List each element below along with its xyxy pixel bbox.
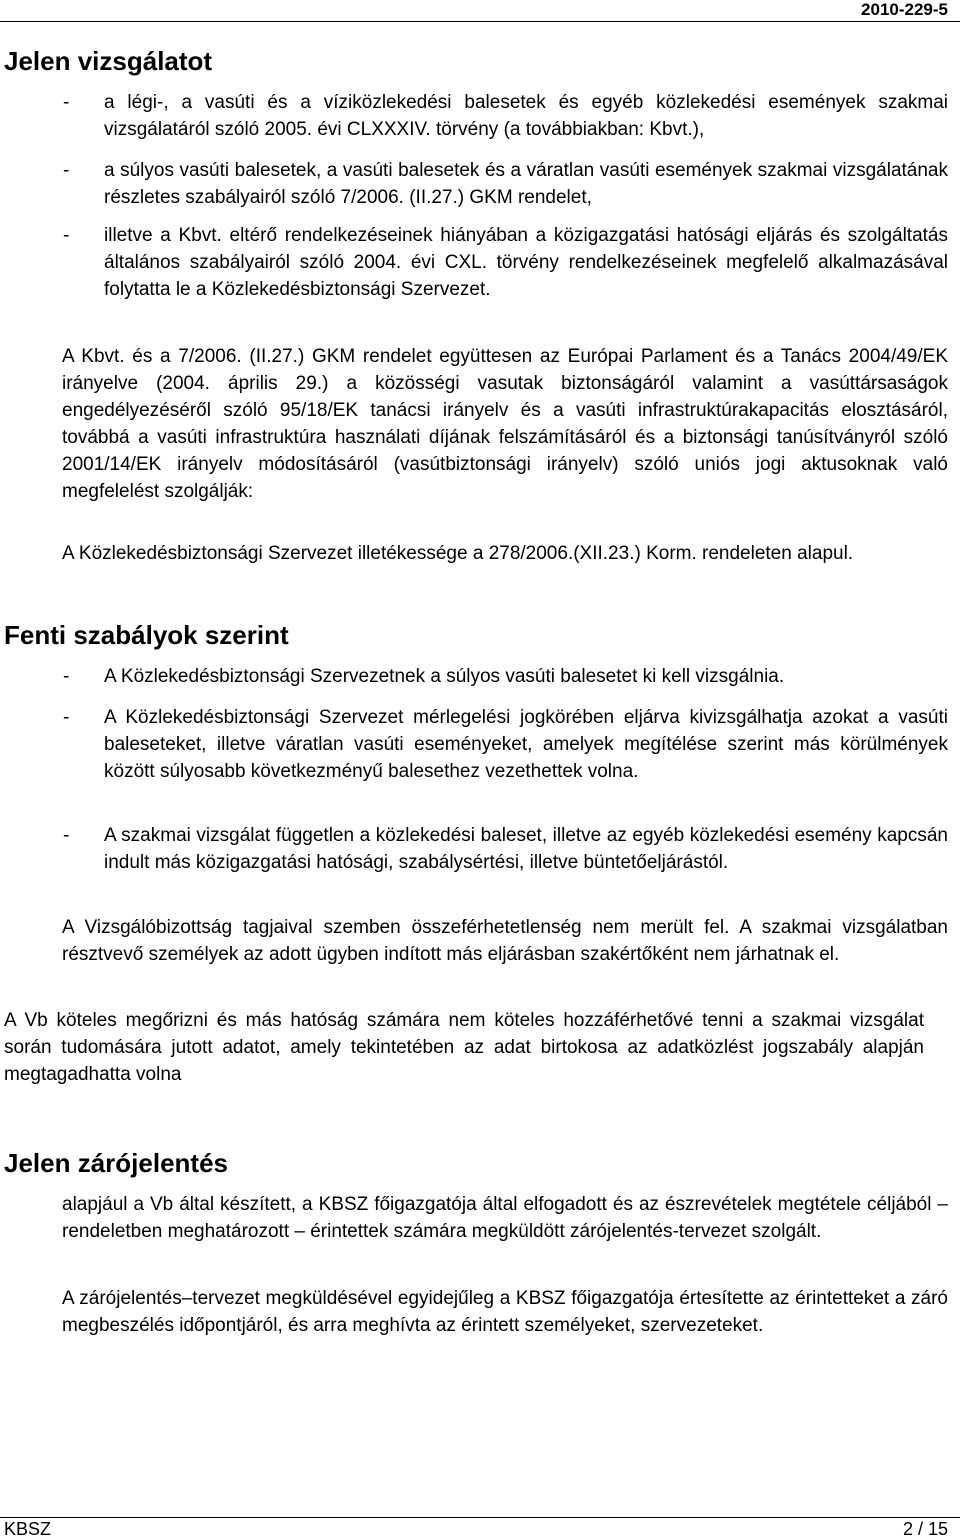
footer-org: KBSZ: [4, 1519, 52, 1539]
page-number: 2 / 15: [902, 1519, 948, 1539]
footer-rule: [0, 1517, 960, 1518]
list-item: A Közlekedésbiztonsági Szervezetnek a súlyos vasúti balesetet ki kell vizsgálnia.: [104, 666, 785, 687]
list-item: a súlyos vasúti balesetek, a vasúti balesetek és a váratlan vasúti események szakmai vizsgálatának részletes szabályairól szóló 7/2006. (II.27.) GKM rendelet,: [104, 160, 948, 208]
list-item: illetve a Kbvt. eltérő rendelkezéseinek hiányában a közigazgatási hatósági eljárás és szolgáltatás általános szabályairól szóló 2004. évi CXL. törvény rendelkezéseinek megfelelő alkalmazásával folytatta le a Közlekedésbiztonsági Szervezet.: [104, 225, 948, 300]
section-heading-jelen-vizsgalatot: Jelen vizsgálatot: [4, 46, 213, 76]
paragraph: A zárójelentés–tervezet megküldésével egyidejűleg a KBSZ főigazgatója értesítette az érintetteket a záró megbeszélés időpontjáról, és arra meghívta az érintett személyeket, szervezeteket.: [62, 1288, 948, 1336]
list-dash: -: [63, 707, 70, 728]
list-dash: -: [63, 92, 70, 113]
document-id: 2010-229-5: [861, 0, 948, 19]
list-item: a légi-, a vasúti és a víziközlekedési balesetek és egyéb közlekedési események szakmai vizsgálatáról szóló 2005. évi CLXXXIV. törvény (a továbbiakban: Kbvt.),: [104, 92, 948, 140]
paragraph: A Közlekedésbiztonsági Szervezet illetékessége a 278/2006.(XII.23.) Korm. rendeleten alapul.: [62, 543, 854, 564]
paragraph: A Kbvt. és a 7/2006. (II.27.) GKM rendelet együttesen az Európai Parlament és a Tanács 2004/49/EK irányelve (2004. április 29.) a közösségi vasutak biztonságáról valamint a vasúttársaságok engedélyezéséről szóló 95/18/EK tanácsi irányelv és a vasúti infrastruktúrakapacitás elosztásáról, továbbá a vasúti infrastruktúra használati díjának felszámításáról és a biztonsági tanúsítványról szóló 2001/14/EK irányelv módosításáról (vasútbiztonsági irányelv) szóló uniós jogi aktusoknak való megfelelést szolgálják:: [62, 346, 948, 502]
section-heading-jelen-zarojelentes: Jelen zárójelentés: [4, 1148, 228, 1178]
header-rule: [0, 21, 960, 22]
list-dash: -: [63, 825, 70, 846]
list-dash: -: [63, 666, 70, 687]
list-dash: -: [63, 160, 70, 181]
list-item: A Közlekedésbiztonsági Szervezet mérlegelési jogkörében eljárva kivizsgálhatja azokat a vasúti baleseteket, illetve váratlan vasúti eseményeket, amelyek megítélése szerint más körülmények között súlyosabb következményű balesethez vezethettek volna.: [104, 707, 948, 782]
list-dash: -: [63, 225, 70, 246]
section-heading-fenti-szabalyok: Fenti szabályok szerint: [4, 620, 289, 650]
paragraph: alapjául a Vb által készített, a KBSZ főigazgatója által elfogadott és az észrevételek megtétele céljából – rendeletben meghatározott – érintettek számára megküldött zárójelentés-tervezet szolgált.: [62, 1194, 948, 1242]
list-item: A szakmai vizsgálat független a közlekedési baleset, illetve az egyéb közlekedési esemény kapcsán indult más közigazgatási hatósági, szabálysértési, illetve büntetőeljárástól.: [104, 825, 948, 873]
paragraph: A Vizsgálóbizottság tagjaival szemben összeférhetetlenség nem merült fel. A szakmai vizsgálatban résztvevő személyek az adott ügyben indított más eljárásban szakértőként nem járhatnak el.: [62, 917, 948, 965]
paragraph: A Vb köteles megőrizni és más hatóság számára nem köteles hozzáférhetővé tenni a szakmai vizsgálat során tudomására jutott adatot, amely tekintetében az adat birtokosa az adatközlést jogszabály alapján megtagadhatta volna: [4, 1010, 924, 1085]
